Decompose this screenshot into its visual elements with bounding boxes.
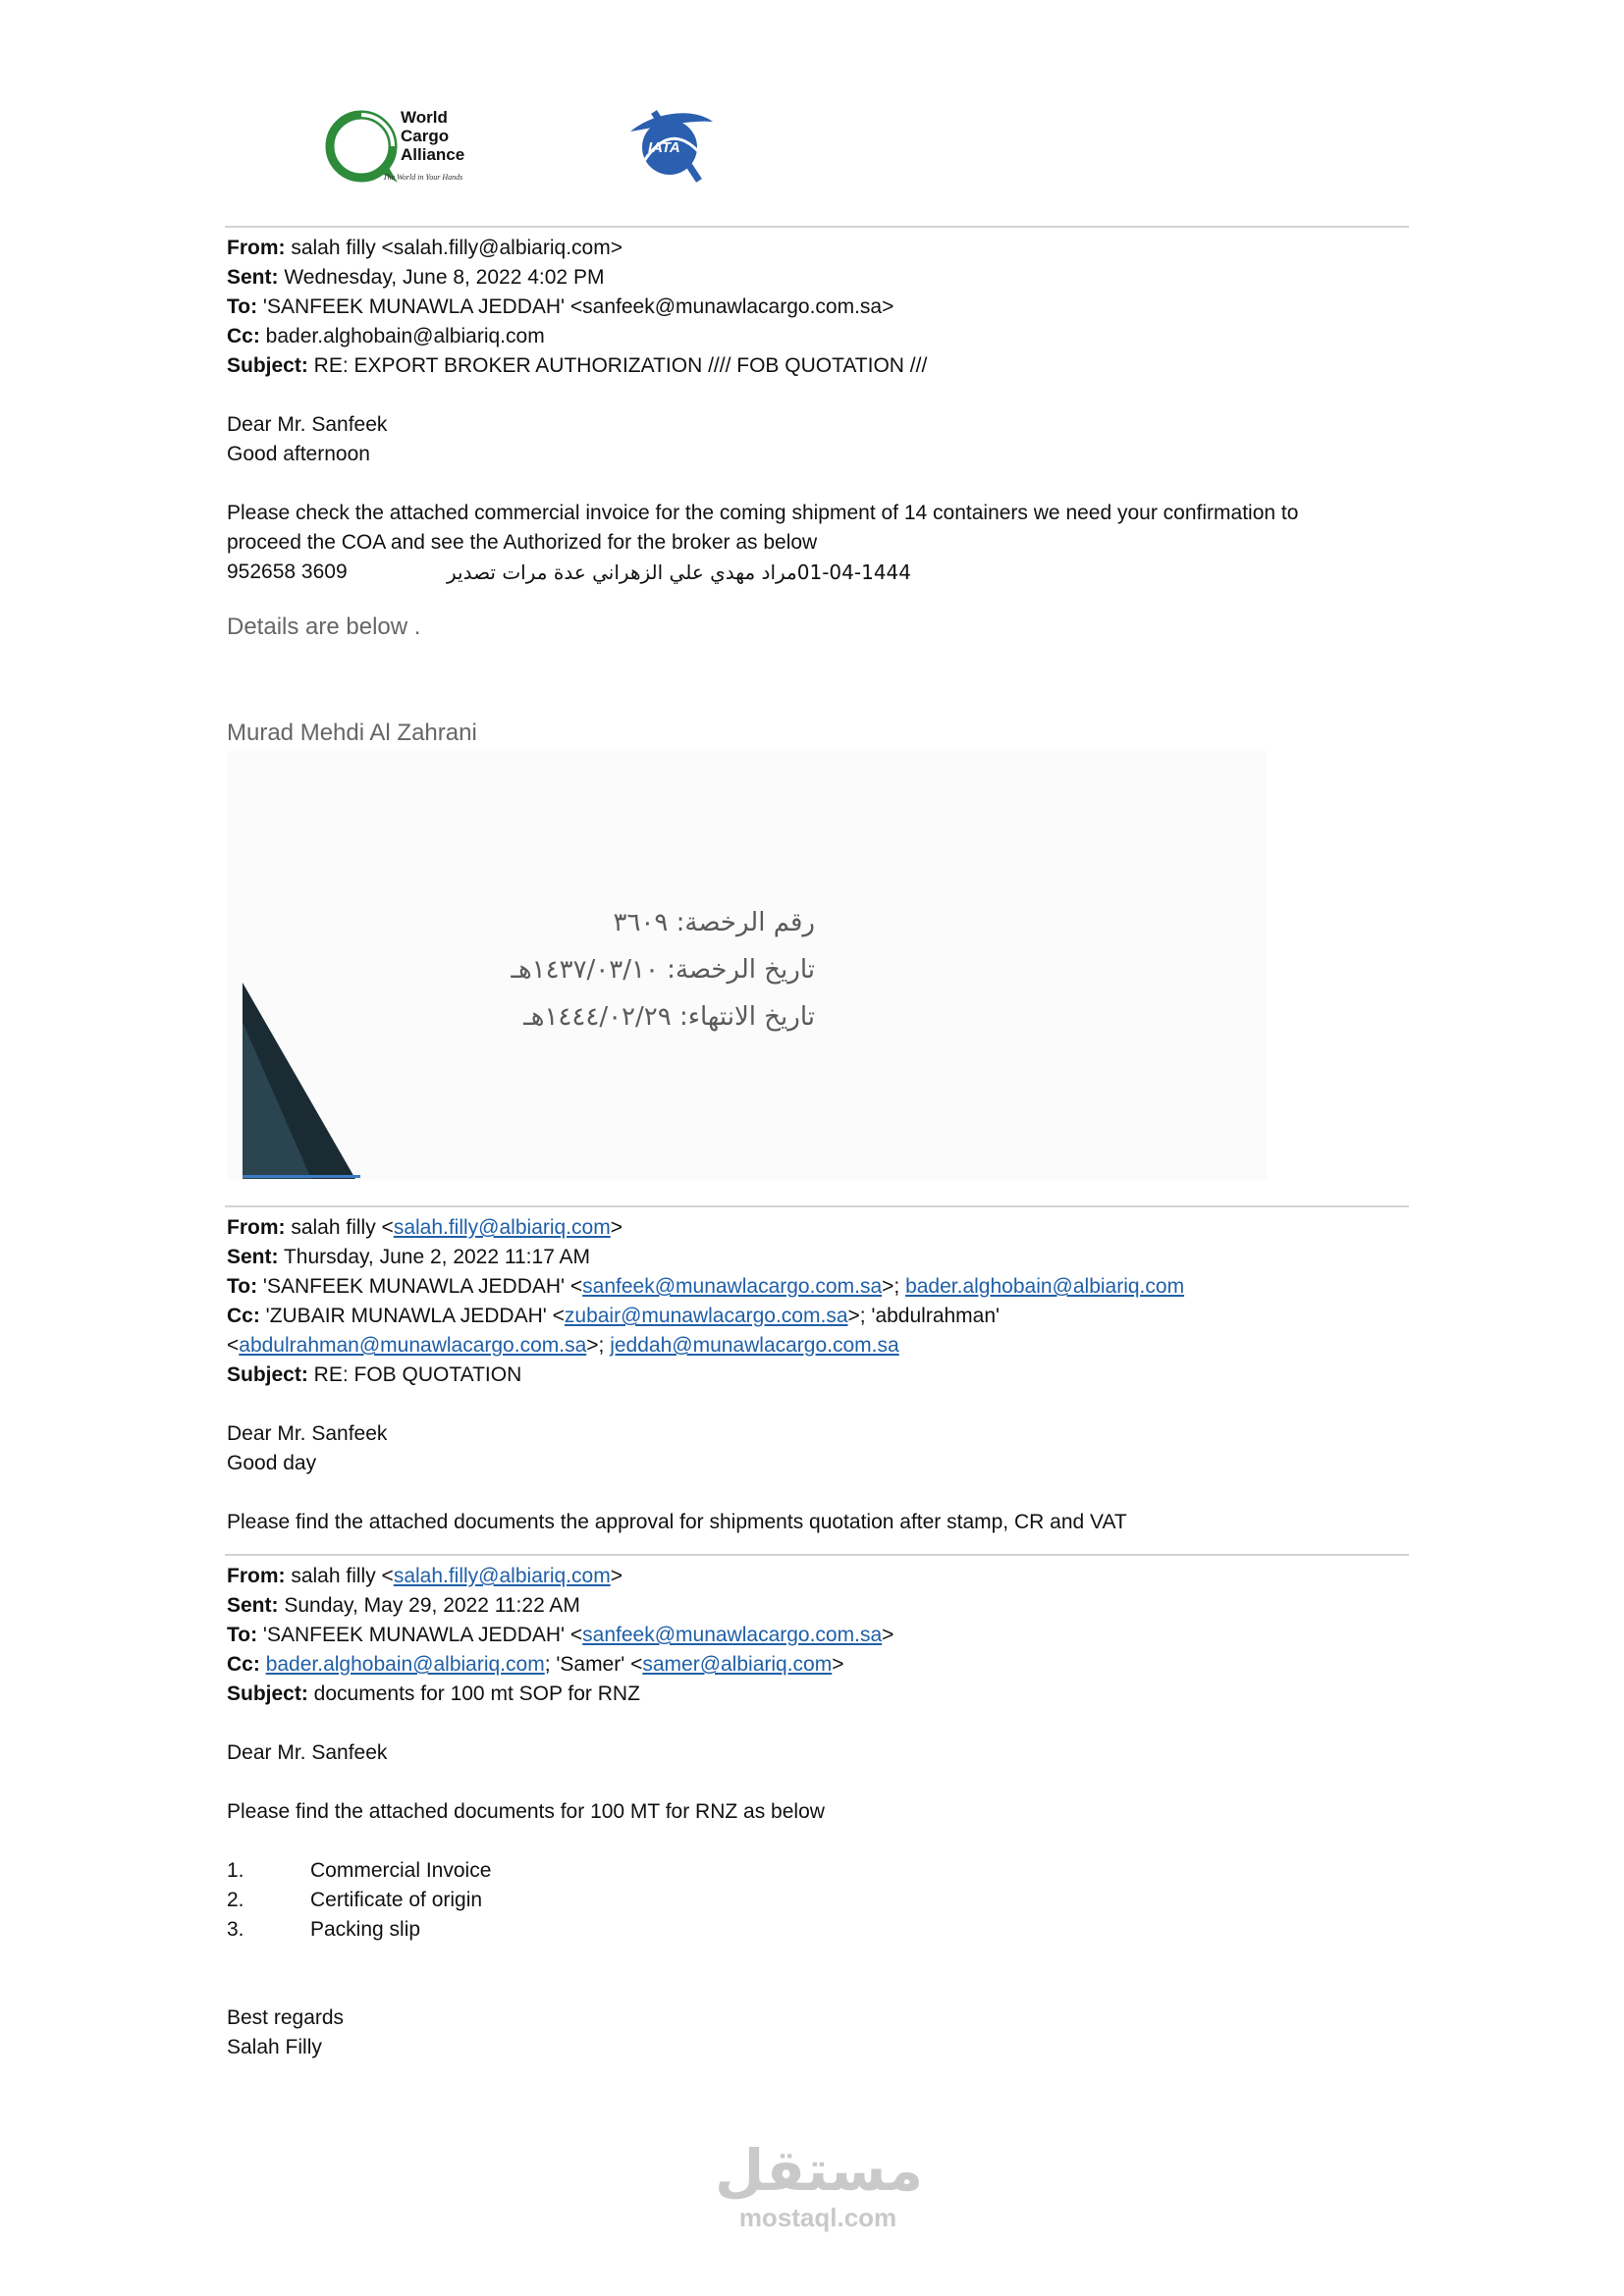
email3-body: Please find the attached documents for 100 MT for RNZ as below xyxy=(227,1800,825,1823)
world-cargo-alliance-logo xyxy=(324,102,491,190)
email3-subject: Subject: documents for 100 mt SOP for RNZ xyxy=(227,1682,640,1705)
broker-license-image xyxy=(227,751,1267,1180)
list-item: 3. xyxy=(227,1918,244,1941)
email3-cc-link-2[interactable]: samer@albiariq.com xyxy=(642,1653,833,1676)
email3-divider xyxy=(225,1554,1409,1556)
email3-to-link[interactable]: sanfeek@munawlacargo.com.sa xyxy=(582,1624,883,1646)
email1-reference-numbers: 952658 3609 xyxy=(227,561,348,583)
watermark-latin: mostaql.com xyxy=(738,2203,897,2232)
email3-sent: Sent: Sunday, May 29, 2022 11:22 AM xyxy=(227,1594,580,1617)
email2-cc-link-1[interactable]: zubair@munawlacargo.com.sa xyxy=(564,1305,848,1327)
email2-cc-continued: <abdulrahman@munawlacargo.com.sa>; jeddah@munawlacargo.com.sa xyxy=(227,1334,899,1357)
email2-body: Please find the attached documents the approval for shipments quotation after stamp, CR and VAT xyxy=(227,1511,1127,1533)
email2-sent: Sent: Thursday, June 2, 2022 11:17 AM xyxy=(227,1246,591,1268)
watermark-arabic: مستقل xyxy=(715,2137,924,2204)
email1-sent: Sent: Wednesday, June 8, 2022 4:02 PM xyxy=(227,266,605,289)
email2-to-link-2[interactable]: bader.alghobain@albiariq.com xyxy=(905,1275,1185,1298)
mostaql-watermark xyxy=(715,2137,924,2232)
email1-details-note: Details are below . xyxy=(227,614,421,640)
email2-greeting: Dear Mr. Sanfeek xyxy=(227,1422,388,1445)
email3-cc-link-1[interactable]: bader.alghobain@albiariq.com xyxy=(265,1653,545,1676)
email2-subject: Subject: RE: FOB QUOTATION xyxy=(227,1363,522,1386)
email1-reference-arabic: 01-04-1444مراد مهدي علي الزهراني عدة مرات تصدير xyxy=(446,561,911,584)
iata-logo xyxy=(624,102,719,187)
email2-cc-link-2[interactable]: abdulrahman@munawlacargo.com.sa xyxy=(239,1334,587,1357)
signature-name: Salah Filly xyxy=(227,2036,322,2058)
email2-to: To: 'SANFEEK MUNAWLA JEDDAH' <sanfeek@munawlacargo.com.sa>; bader.alghobain@albiariq.com xyxy=(227,1275,1185,1298)
email1-greeting2: Good afternoon xyxy=(227,443,370,465)
wca-word-3: Alliance xyxy=(401,145,465,164)
list-item-text: Certificate of origin xyxy=(310,1889,483,1911)
list-item: 2. xyxy=(227,1889,244,1911)
email1-body-line1: Please check the attached commercial invoice for the coming shipment of 14 containers we need your confirmation to xyxy=(227,502,1299,524)
header-divider xyxy=(225,226,1409,228)
email3-greeting: Dear Mr. Sanfeek xyxy=(227,1741,388,1764)
wca-word-2: Cargo xyxy=(401,127,450,145)
iata-text: IATA xyxy=(648,139,680,156)
email1-to: To: 'SANFEEK MUNAWLA JEDDAH' <sanfeek@munawlacargo.com.sa> xyxy=(227,295,894,318)
email2-divider xyxy=(225,1205,1409,1207)
email3-to: To: 'SANFEEK MUNAWLA JEDDAH' <sanfeek@munawlacargo.com.sa> xyxy=(227,1624,894,1646)
email2-cc: Cc: 'ZUBAIR MUNAWLA JEDDAH' <zubair@munawlacargo.com.sa>; 'abdulrahman' xyxy=(227,1305,1001,1327)
email2-from: From: salah filly <salah.filly@albiariq.com> xyxy=(227,1216,623,1239)
email1-body-line2: proceed the COA and see the Authorized for the broker as below xyxy=(227,531,818,554)
email2-from-link[interactable]: salah.filly@albiariq.com xyxy=(393,1216,611,1239)
license-date: تاريخ الرخصة: ١٤٣٧/٠٣/١٠هـ xyxy=(511,955,815,985)
email3-from-link[interactable]: salah.filly@albiariq.com xyxy=(393,1565,611,1587)
email2-to-link-1[interactable]: sanfeek@munawlacargo.com.sa xyxy=(582,1275,883,1298)
wca-word-1: World xyxy=(401,108,448,127)
license-number: رقم الرخصة: ٣٦٠٩ xyxy=(613,908,815,937)
wca-tagline: The World in Your Hands xyxy=(383,173,463,182)
email3-from: From: salah filly <salah.filly@albiariq.com> xyxy=(227,1565,623,1587)
closing-regards: Best regards xyxy=(227,2006,345,2029)
license-expiry: تاريخ الانتهاء: ١٤٤٤/٠٢/٢٩هـ xyxy=(523,1002,815,1032)
email1-greeting: Dear Mr. Sanfeek xyxy=(227,413,388,436)
list-item-text: Packing slip xyxy=(310,1918,421,1941)
email1-subject: Subject: RE: EXPORT BROKER AUTHORIZATION //// FOB QUOTATION /// xyxy=(227,354,928,377)
email1-broker-name: Murad Mehdi Al Zahrani xyxy=(227,720,477,746)
list-item: 1. xyxy=(227,1859,244,1882)
email2-greeting2: Good day xyxy=(227,1452,317,1474)
email1-cc: Cc: bader.alghobain@albiariq.com xyxy=(227,325,545,347)
email1-from: From: salah filly <salah.filly@albiariq.com> xyxy=(227,237,623,259)
email2-cc-link-3[interactable]: jeddah@munawlacargo.com.sa xyxy=(610,1334,899,1357)
email3-cc: Cc: bader.alghobain@albiariq.com; 'Samer' <samer@albiariq.com> xyxy=(227,1653,844,1676)
list-item-text: Commercial Invoice xyxy=(310,1859,492,1882)
